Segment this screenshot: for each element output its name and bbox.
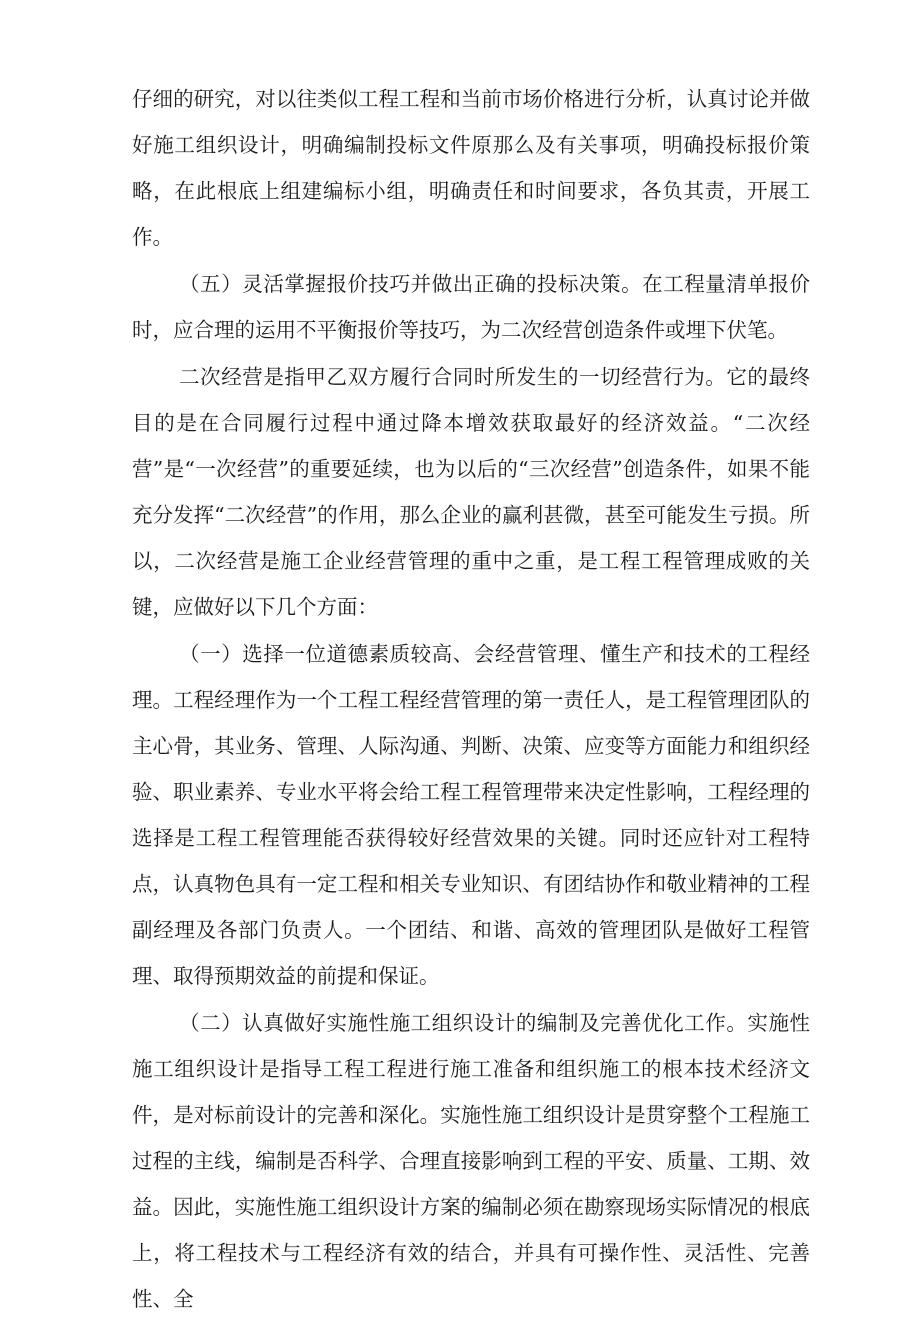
paragraph-bid-preparation: 仔细的研究，对以往类似工程工程和当前市场价格进行分析，认真讨论并做好施工组织设计，明确编制投标文件原那么及有关事项，明确投标报价策略，在此根底上组建编标小组，明确责任和时间要求，各负其责，开展工作。 [132,87,810,249]
paragraph-bidding-technique: （五）灵活掌握报价技巧并做出正确的投标决策。在工程量清单报价时，应合理的运用不平衡报价等技巧，为二次经营创造条件或埋下伏笔。 [132,272,810,342]
paragraph-construction-design: （二）认真做好实施性施工组织设计的编制及完善优化工作。实施性施工组织设计是指导工程工程进行施工准备和组织施工的根本技术经济文件，是对标前设计的完善和深化。实施性施工组织设计是贯穿整个工程施工过程的主线，编制是否科学、合理直接影响到工程的平安、质量、工期、效益。因此，实施性施工组织设计方案的编制必须在勘察现场实际情况的根底上，将工程技术与工程经济有效的结合，并具有可操作性、灵活性、完善性、全 [132,1011,810,1311]
paragraph-project-manager: （一）选择一位道德素质较高、会经营管理、懂生产和技术的工程经理。工程经理作为一个工程工程经营管理的第一责任人，是工程管理团队的主心骨，其业务、管理、人际沟通、判断、决策、应变等方面能力和组织经验、职业素养、专业水平将会给工程工程管理带来决定性影响，工程经理的选择是工程工程管理能否获得较好经营效果的关键。同时还应针对工程特点，认真物色具有一定工程和相关专业知识、有团结协作和敬业精神的工程副经理及各部门负责人。一个团结、和谐、高效的管理团队是做好工程管理、取得预期效益的前提和保证。 [132,642,810,988]
paragraph-secondary-operation: 二次经营是指甲乙双方履行合同时所发生的一切经营行为。它的最终目的是在合同履行过程中通过降本增效获取最好的经济效益。“二次经营”是“一次经营”的重要延续，也为以后的“三次经营”创造条件，如果不能充分发挥“二次经营”的作用，那么企业的赢利甚微，甚至可能发生亏损。所以，二次经营是施工企业经营管理的重中之重，是工程工程管理成败的关键，应做好以下几个方面： [132,365,810,619]
document-body [132,76,810,1322]
